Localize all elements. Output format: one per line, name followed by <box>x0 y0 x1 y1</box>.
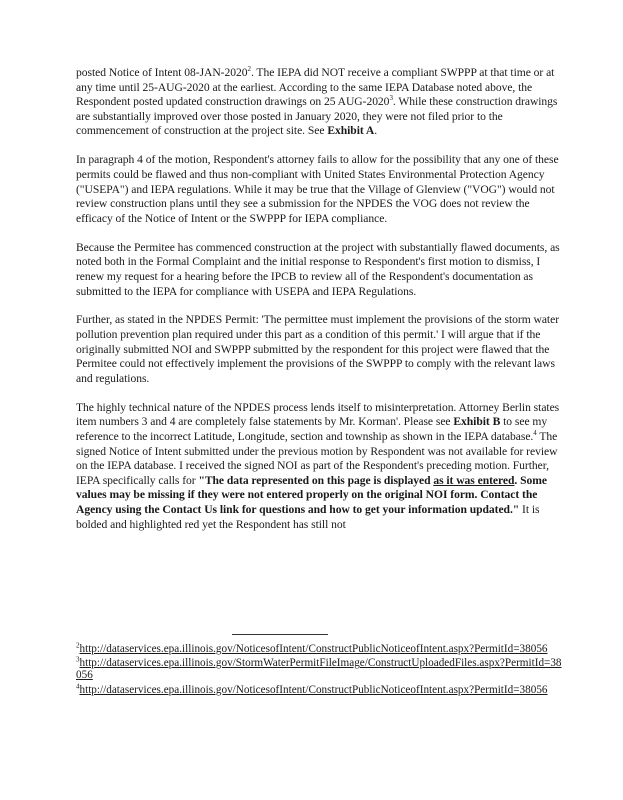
footnote-link[interactable]: http://dataservices.epa.illinois.gov/StormWaterPermitFileImage/ConstructUploadedFiles.aspx?PermitId=38056 <box>76 657 562 682</box>
paragraph-text: . <box>374 124 378 138</box>
paragraph-npdes-permit: Further, as stated in the NPDES Permit: 'The permittee must implement the provisions of the storm water pollution prevention plan required under this part as a condition of this permit.' I will argue that if the originally submitted NOI and SWPPP submitted by the respondent for this project were flawed that the Permitee could not effectively implement the provisions of the SWPPP to comply with the relevant laws and regulations. <box>76 313 560 385</box>
quote-underlined: as it was entered <box>433 473 515 487</box>
paragraph-text: to see my reference to the incorrect Latitude, Longitude, section and township as shown in the IEPA database. <box>76 415 548 444</box>
footnote-separator <box>232 634 328 635</box>
paragraph-motion-paragraph-4: In paragraph 4 of the motion, Respondent's attorney fails to allow for the possibility that any one of these permits could be flawed and thus non-compliant with United States Environmental Protection Agency ("USEPA") and IEPA regulations. While it may be true that the Village of Glenview ("VOG") would not review construction plans until they see a submission for the NPDES the VOG does not review the efficacy of the Notice of Intent or the SWPPP for IEPA compliance. <box>76 153 559 225</box>
paragraph-text: . The IEPA did NOT receive a compliant SWPPP at that time or at any time until 25-AUG-2020 at the earliest. According to the same IEPA Database noted above, the Respondent posted updated construction drawings on 25 AUG-2020 <box>76 66 555 109</box>
footnote-number: 3 <box>76 655 80 664</box>
footnote-link[interactable]: http://dataservices.epa.illinois.gov/NoticesofIntent/ConstructPublicNoticeofIntent.aspx?PermitId=38056 <box>79 683 548 696</box>
paragraph-notice-of-intent <box>76 66 564 139</box>
paragraph-text: . While these construction drawings are substantially improved over those posted in January 2020, they were not filed prior to the commencement of construction at the project site. See <box>76 95 558 138</box>
paragraph-text: The signed Notice of Intent submitted under the previous motion by Respondent was not available for review on the IEPA database. I received the signed NOI as part of the Respondent's preceding motion. Further, IEPA specifically calls for <box>76 430 558 487</box>
exhibit-b-reference: Exhibit B <box>453 415 501 429</box>
footnote-ref: 4 <box>533 429 537 438</box>
footnote-link[interactable]: http://dataservices.epa.illinois.gov/NoticesofIntent/ConstructPublicNoticeofIntent.aspx?PermitId=38056 <box>79 643 548 655</box>
paragraph-text: posted Notice of Intent 08-JAN-2020 <box>76 66 248 79</box>
quote-text: "The data represented on this page is displayed <box>198 473 434 487</box>
footnote-number: 2 <box>76 641 80 650</box>
footnote <box>76 643 564 655</box>
exhibit-a-reference: Exhibit A <box>327 124 375 138</box>
footnote <box>76 657 564 681</box>
body-text <box>76 66 564 532</box>
paragraph-text: It is bolded and highlighted red yet the Respondent has still not <box>76 503 540 531</box>
quote-text: . Some values may be missing if they were not entered properly on the original NOI form. Contact the Agency using the Contact Us link for questions and how to get your information updated." <box>76 473 547 516</box>
footnote-number: 4 <box>76 681 80 690</box>
footnote <box>76 681 564 696</box>
paragraph-text: The highly technical nature of the NPDES process lends itself to misinterpretation. Attorney Berlin states item numbers 3 and 4 are completely false statements by Mr. Korman'. Please see <box>76 400 560 429</box>
footnotes <box>76 643 564 698</box>
footnote-ref: 2 <box>247 65 251 74</box>
paragraph-hearing-request: Because the Permitee has commenced construction at the project with substantially flawed documents, as noted both in the Formal Complaint and the initial response to Respondent's first motion to dismiss, I renew my request for a hearing before the IPCB to review all of the Respondent's documentation as submitted to the IEPA for compliance with USEPA and IEPA Regulations. <box>76 240 560 298</box>
paragraph-technical-nature <box>76 401 564 532</box>
footnote-ref: 3 <box>389 94 393 103</box>
